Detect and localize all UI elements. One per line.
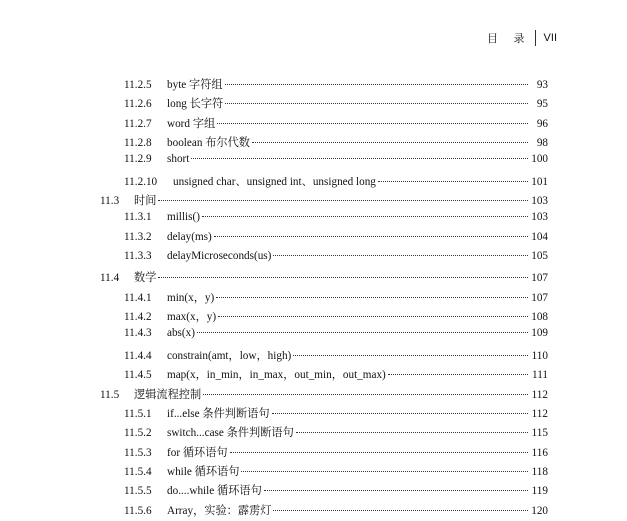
toc-entry-page: 104 — [531, 230, 548, 243]
toc-entry-title: abs(x) — [167, 327, 195, 340]
dot-leader — [225, 83, 528, 85]
toc-entry-page: 105 — [531, 250, 548, 263]
toc-entry[interactable] — [100, 482, 548, 501]
dot-leader — [214, 235, 528, 237]
toc-entry-number: 11.5.4 — [124, 465, 152, 478]
toc-entry-title: while 循环语句 — [167, 465, 240, 478]
dot-leader — [272, 412, 528, 414]
toc-entry-page: 109 — [531, 327, 548, 340]
toc-entry-number: 11.2.5 — [124, 79, 152, 91]
toc-entry-page: 103 — [531, 195, 548, 208]
toc-entry[interactable] — [100, 153, 548, 172]
dot-leader — [158, 199, 528, 201]
toc-entry-title: map(x，in_min，in_max，out_min，out_max) — [167, 369, 386, 382]
toc-entry-number: 11.2.6 — [124, 98, 152, 111]
toc-entry-page: 108 — [531, 311, 548, 324]
toc-entry-number: 11.5.3 — [124, 446, 152, 459]
toc-entry-page: 112 — [531, 388, 548, 401]
toc-entry[interactable] — [100, 231, 548, 250]
toc-entry-page: 107 — [531, 291, 548, 304]
toc-entry-page: 100 — [531, 153, 548, 166]
toc-entry[interactable] — [100, 173, 548, 192]
toc-entry[interactable] — [100, 463, 548, 482]
toc-entry[interactable] — [100, 269, 548, 288]
toc-entry-title: delay(ms) — [167, 230, 212, 243]
toc-entry-number: 11.4.5 — [124, 369, 152, 382]
toc-entry-page: 103 — [531, 211, 548, 224]
dot-leader — [202, 215, 528, 217]
toc-entry-page: 111 — [532, 369, 548, 382]
page-number-roman: VII — [543, 32, 557, 44]
toc-entry-number: 11.4.2 — [124, 311, 152, 324]
section-name: 目 录 — [487, 32, 531, 45]
toc-entry-title: for 循环语句 — [167, 446, 228, 459]
toc-entry[interactable] — [100, 366, 548, 385]
toc-entry-page: 119 — [531, 485, 548, 498]
dot-leader — [197, 331, 528, 333]
toc-entry-number: 11.2.9 — [124, 153, 152, 166]
toc-entry-title: Array，实验：霹雳灯 — [167, 504, 272, 517]
toc-entry-title: max(x，y) — [167, 311, 217, 324]
toc-entry-number: 11.4.1 — [124, 291, 152, 304]
toc-entry-number: 11.5.6 — [124, 504, 152, 517]
toc-entry[interactable] — [100, 250, 548, 269]
toc-entry-title: long 长字符 — [167, 98, 224, 111]
toc-entry-title: unsigned char、unsigned int、unsigned long — [173, 175, 376, 188]
toc-entry-title: min(x，y) — [167, 291, 215, 304]
table-of-contents — [100, 76, 548, 521]
toc-entry-page: 93 — [536, 79, 548, 91]
toc-entry-number: 11.3.2 — [124, 230, 152, 243]
toc-entry[interactable] — [100, 327, 548, 346]
toc-entry-page: 120 — [531, 504, 548, 517]
toc-entry-page: 118 — [531, 465, 548, 478]
dot-leader — [218, 315, 528, 317]
toc-entry[interactable] — [100, 192, 548, 211]
toc-entry-number: 11.3.3 — [124, 250, 152, 263]
toc-entry-title: constrain(amt，low，high) — [167, 349, 292, 362]
toc-entry-number: 11.3.1 — [124, 211, 152, 224]
toc-entry-number: 11.4 — [100, 272, 120, 285]
dot-leader — [388, 373, 528, 375]
toc-entry-page: 96 — [536, 117, 548, 130]
dot-leader — [225, 102, 528, 104]
toc-entry[interactable] — [100, 386, 548, 405]
toc-entry-page: 115 — [531, 427, 548, 440]
toc-entry-number: 11.2.10 — [124, 175, 158, 188]
toc-entry-title: 数学 — [134, 272, 157, 285]
header-divider — [535, 30, 536, 46]
toc-entry[interactable] — [100, 424, 548, 443]
toc-entry-title: 时间 — [134, 195, 157, 208]
dot-leader — [296, 431, 528, 433]
toc-entry-number: 11.2.7 — [124, 117, 152, 130]
toc-entry-number: 11.5.2 — [124, 427, 152, 440]
toc-entry[interactable] — [100, 289, 548, 308]
dot-leader — [230, 451, 528, 453]
toc-entry[interactable] — [100, 134, 548, 153]
toc-entry-number: 11.4.4 — [124, 349, 152, 362]
dot-leader — [273, 509, 528, 511]
toc-entry-page: 98 — [536, 137, 548, 150]
dot-leader — [216, 296, 528, 298]
toc-entry[interactable] — [100, 76, 548, 95]
toc-entry[interactable] — [100, 115, 548, 134]
dot-leader — [252, 141, 528, 143]
toc-entry-number: 11.3 — [100, 195, 120, 208]
toc-entry-page: 110 — [531, 349, 548, 362]
toc-entry-title: word 字组 — [167, 117, 216, 130]
toc-entry[interactable] — [100, 211, 548, 230]
dot-leader — [378, 180, 528, 182]
toc-entry-page: 112 — [531, 407, 548, 420]
toc-entry-page: 116 — [531, 446, 548, 459]
toc-entry-title: if...else 条件判断语句 — [167, 407, 270, 420]
dot-leader — [293, 354, 528, 356]
toc-entry-number: 11.5.1 — [124, 407, 152, 420]
toc-entry[interactable] — [100, 444, 548, 463]
toc-entry-page: 95 — [536, 98, 548, 111]
toc-entry[interactable] — [100, 308, 548, 327]
toc-entry[interactable] — [100, 405, 548, 424]
dot-leader — [203, 393, 528, 395]
toc-entry-title: switch...case 条件判断语句 — [167, 427, 294, 440]
dot-leader — [241, 470, 528, 472]
toc-entry[interactable] — [100, 347, 548, 366]
toc-entry-number: 11.2.8 — [124, 137, 152, 150]
dot-leader — [158, 276, 528, 278]
toc-entry-title: 逻辑流程控制 — [134, 388, 202, 401]
toc-entry-title: short — [167, 153, 190, 166]
dot-leader — [273, 254, 528, 256]
toc-entry-title: boolean 布尔代数 — [167, 137, 250, 150]
toc-entry-title: millis() — [167, 211, 200, 224]
toc-entry-number: 11.5.5 — [124, 485, 152, 498]
toc-entry-title: do....while 循环语句 — [167, 485, 262, 498]
toc-entry-number: 11.5 — [100, 388, 120, 401]
toc-entry-title: delayMicroseconds(us) — [167, 250, 272, 263]
dot-leader — [191, 157, 528, 159]
dot-leader — [264, 489, 528, 491]
toc-entry[interactable] — [100, 502, 548, 521]
toc-entry-page: 107 — [531, 272, 548, 285]
toc-entry[interactable] — [100, 95, 548, 114]
toc-entry-page: 101 — [531, 175, 548, 188]
dot-leader — [217, 122, 528, 124]
toc-entry-number: 11.4.3 — [124, 327, 152, 340]
page-header — [487, 30, 557, 46]
toc-entry-title: byte 字符组 — [167, 79, 223, 91]
